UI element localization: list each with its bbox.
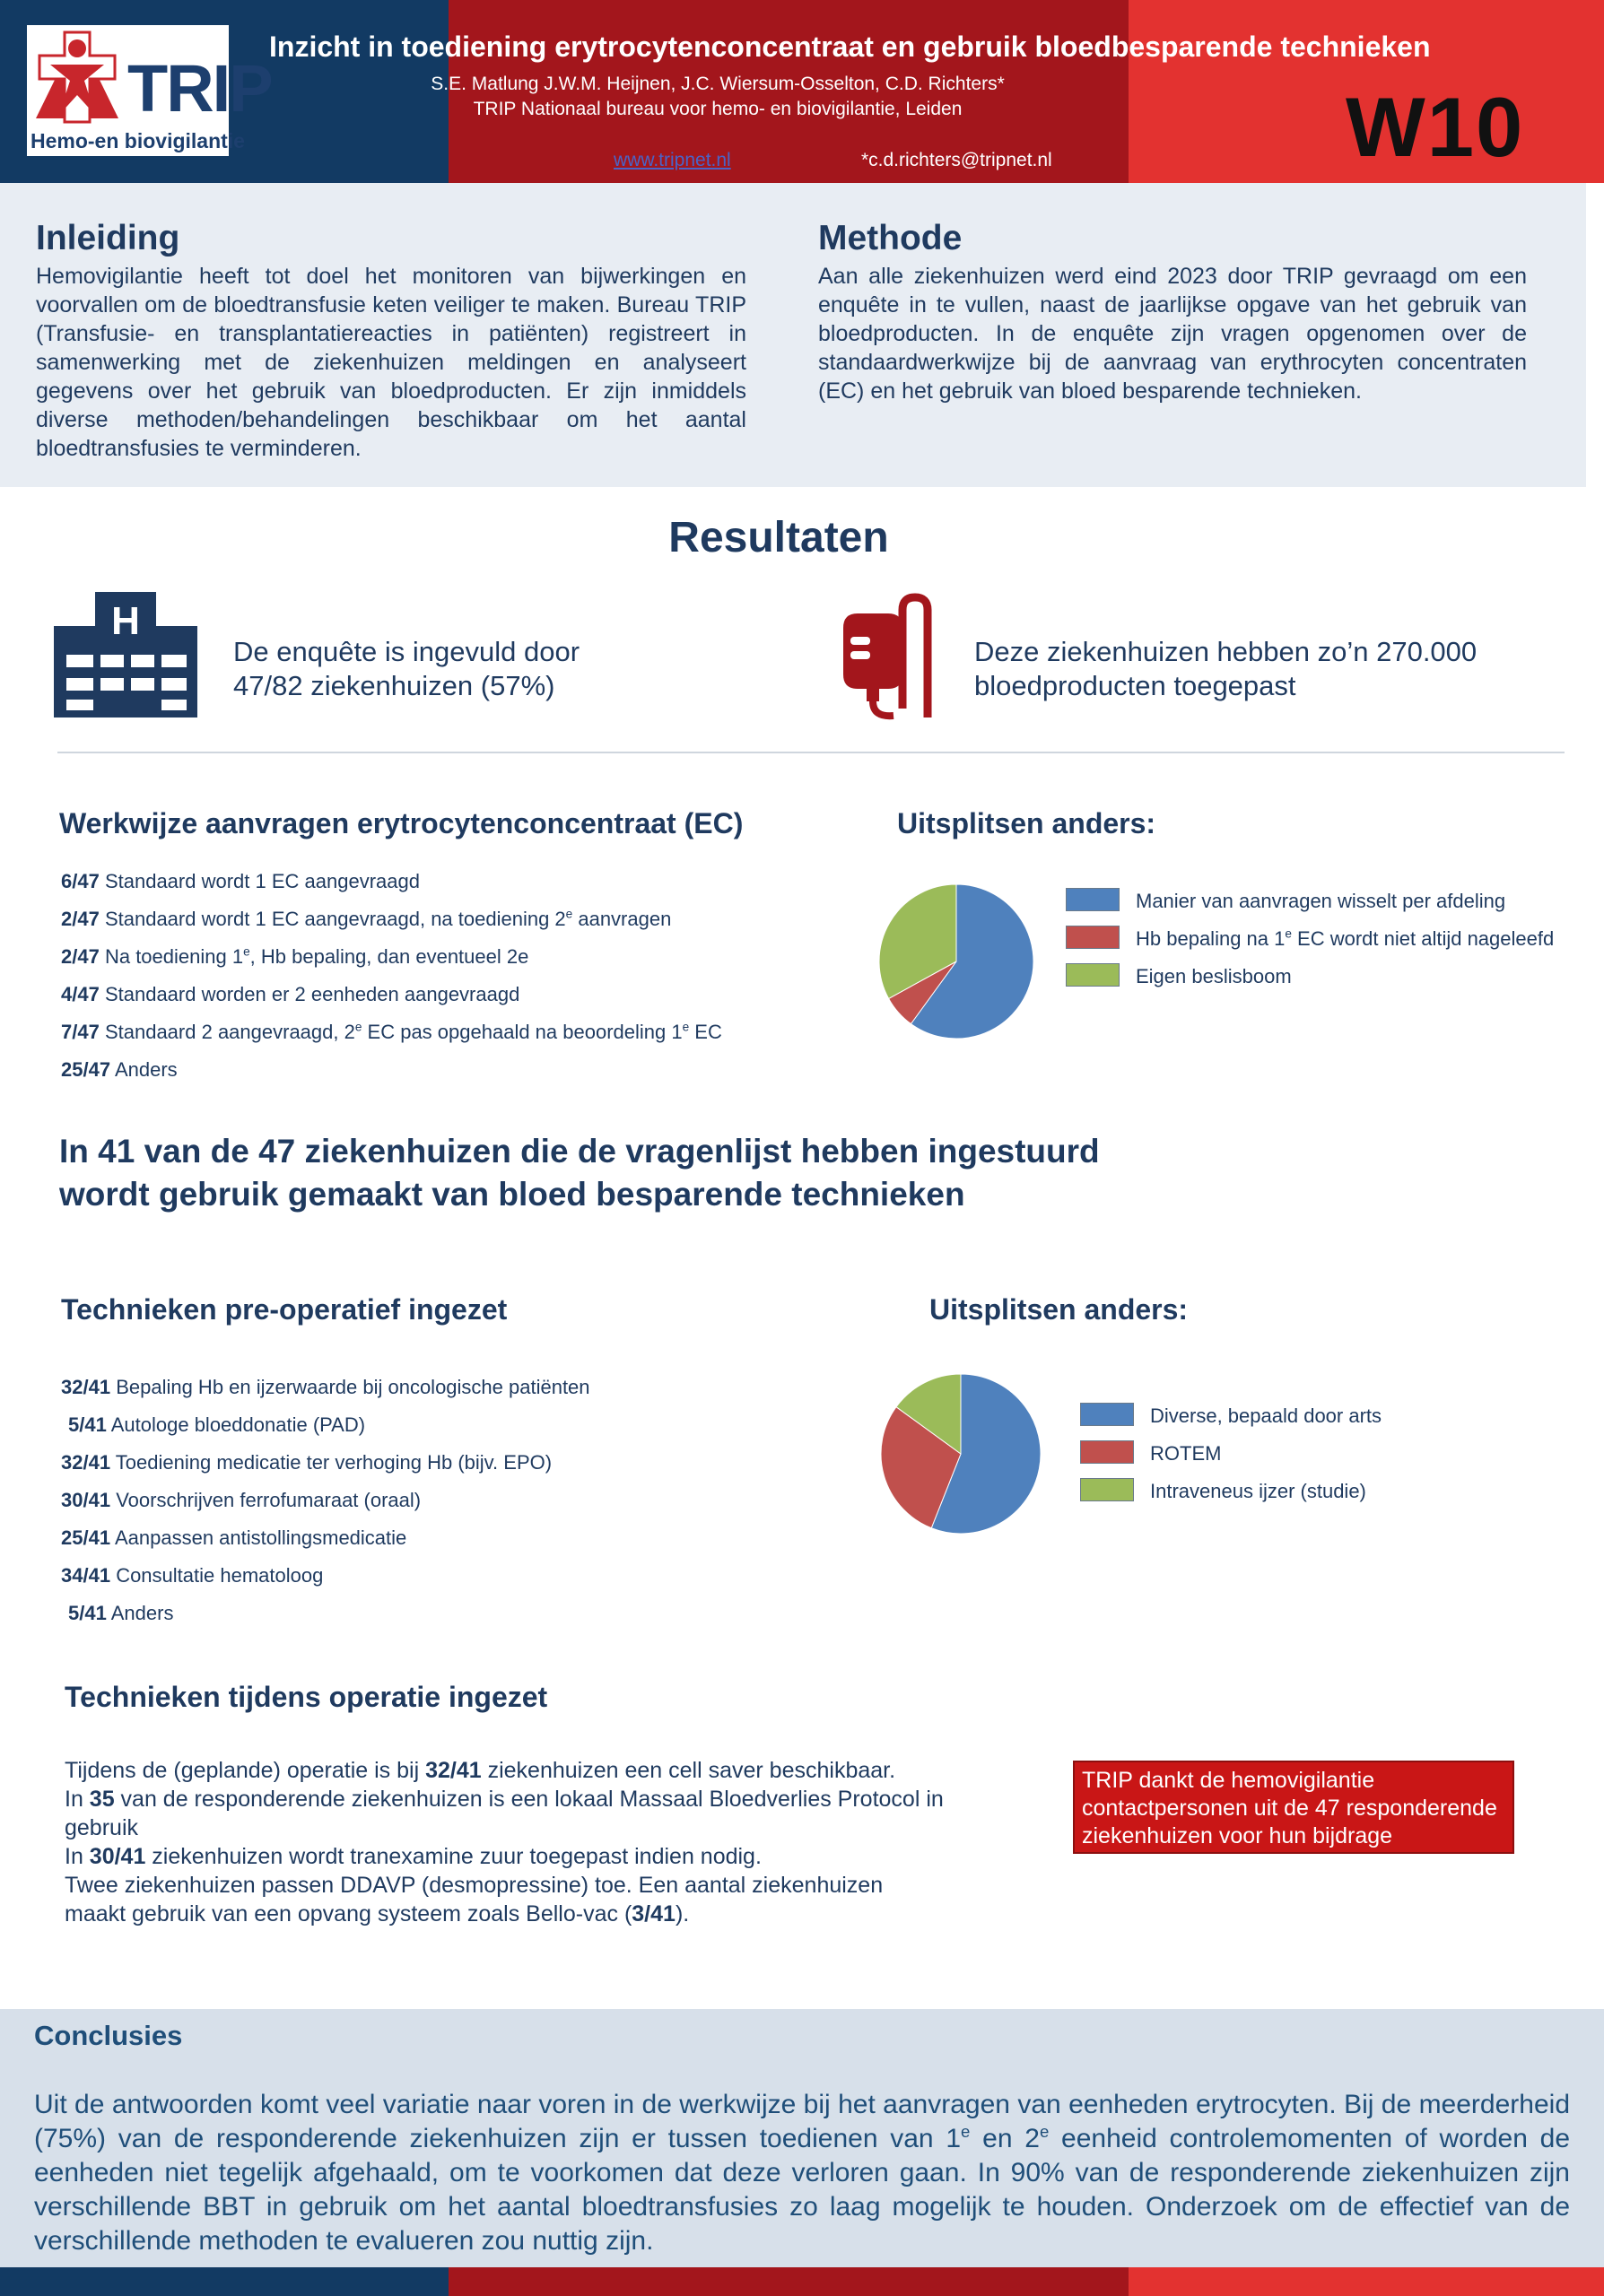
chart1-legend <box>1066 890 1554 1003</box>
item-count: 7/47 <box>61 1021 100 1043</box>
legend-swatch <box>1066 963 1120 987</box>
item-count: 32/41 <box>61 1376 111 1398</box>
item-superscript: e <box>243 944 250 959</box>
hospital-icon <box>54 592 197 718</box>
item-text: aanvragen <box>572 908 672 930</box>
item-count: 2/47 <box>61 908 100 930</box>
item-text: Standaard worden er 2 eenheden aangevraagd <box>104 983 520 1005</box>
list-item <box>61 1489 590 1526</box>
legend-item <box>1080 1480 1382 1518</box>
bbt-statement <box>59 1130 1100 1216</box>
legend-label: Eigen beslisboom <box>1136 965 1292 987</box>
website-link[interactable]: www.tripnet.nl <box>614 150 731 170</box>
results-title: Resultaten <box>668 514 889 561</box>
stat-products <box>974 635 1477 703</box>
legend-swatch <box>1080 1440 1134 1464</box>
legend-item <box>1066 965 1554 1003</box>
legend-swatch <box>1080 1403 1134 1426</box>
item-count: 32/41 <box>61 1451 111 1474</box>
legend-label: Manier van aanvragen wisselt per afdeling <box>1136 890 1506 912</box>
affiliation: TRIP Nationaal bureau voor hemo- en biovigilantie, Leiden <box>473 99 963 119</box>
item-text: Toediening medicatie ter verhoging Hb (bijv. EPO) <box>115 1451 553 1474</box>
list-item <box>61 1058 722 1096</box>
item-text: Anders <box>110 1602 174 1624</box>
item-count: 2/47 <box>61 945 100 968</box>
bbt-statement-line1: In 41 van de 47 ziekenhuizen die de vragenlijst hebben ingestuurd <box>59 1133 1100 1170</box>
list-item <box>61 1564 590 1602</box>
item-superscript: e <box>354 1020 362 1034</box>
list-item <box>61 908 722 945</box>
trip-cross-icon <box>32 29 122 126</box>
pre-op-list <box>61 1376 590 1639</box>
poster-title: Inzicht in toediening erytrocytenconcentraat en gebruik bloedbesparende technieken <box>269 30 1431 63</box>
list-item <box>61 1376 590 1413</box>
item-count: 30/41 <box>61 1489 111 1511</box>
item-superscript: e <box>565 907 573 921</box>
list-item <box>61 1451 590 1489</box>
list-item <box>61 983 722 1021</box>
legend-item <box>1066 927 1554 965</box>
footer-band <box>0 2267 1604 2296</box>
hospital-icon-letter: H <box>111 599 140 643</box>
thanks-box: TRIP dankt de hemovigilantie contactpersonen uit de 47 responderende ziekenhuizen voor hun bijdrage <box>1073 1761 1514 1854</box>
item-count: 5/41 <box>68 1602 107 1624</box>
list-item <box>61 945 722 983</box>
intro-title: Inleiding <box>36 219 180 257</box>
pie-chart-bbt-anders <box>879 1372 1042 1535</box>
item-superscript: e <box>682 1020 690 1034</box>
contact-email: *c.d.richters@tripnet.nl <box>861 150 1052 170</box>
logo-name: TRIP <box>127 51 272 126</box>
legend-swatch <box>1080 1478 1134 1501</box>
legend-swatch <box>1066 888 1120 911</box>
legend-label: Hb bepaling na 1e EC wordt niet altijd nageleefd <box>1136 926 1555 950</box>
item-text: Aanpassen antistollingsmedicatie <box>114 1526 407 1549</box>
legend-label: ROTEM <box>1150 1442 1222 1465</box>
pre-op-title: Technieken pre-operatief ingezet <box>61 1293 508 1326</box>
intro-text: Hemovigilantie heeft tot doel het monitoren van bijwerkingen en voorvallen om de bloedtransfusie keten veiliger te maken. Bureau TRIP (Transfusie- en transplantatiereacties in patiënten) registreert in samenwerking met de ziekenhuizen meldingen en analyseert gegevens over het gebruik van bloedproducten. Er zijn inmiddels diverse methoden/behandelingen beschikbaar om het aantal bloedtransfusies te verminderen. <box>36 264 746 461</box>
item-text: EC <box>689 1021 722 1043</box>
item-count: 34/41 <box>61 1564 111 1587</box>
blood-bag-icon <box>840 592 938 723</box>
chart2-legend <box>1080 1405 1382 1518</box>
list-item <box>61 870 722 908</box>
tijdens-text <box>65 1756 944 1928</box>
item-count: 25/41 <box>61 1526 111 1549</box>
poster-code: W10 <box>1346 80 1525 174</box>
item-text: Autologe bloeddonatie (PAD) <box>110 1413 366 1436</box>
tijdens-paragraph: Twee ziekenhuizen passen DDAVP (desmopressine) toe. Een aantal ziekenhuizen maakt gebruik van een opvang systeem zoals Bello-vac (3/41). <box>65 1873 884 1926</box>
item-count: 6/47 <box>61 870 100 892</box>
legend-item <box>1080 1442 1382 1480</box>
item-count: 5/41 <box>68 1413 107 1436</box>
chart1-title: Uitsplitsen anders: <box>897 807 1156 839</box>
item-text: Standaard 2 aangevraagd, 2 <box>104 1021 355 1043</box>
legend-label: Intraveneus ijzer (studie) <box>1150 1480 1366 1502</box>
item-text: Na toediening 1 <box>104 945 244 968</box>
authors: S.E. Matlung J.W.M. Heijnen, J.C. Wiersum-Osselton, C.D. Richters* <box>431 74 1005 94</box>
stat-response-line2: 47/82 ziekenhuizen (57%) <box>233 670 555 701</box>
item-text: , Hb bepaling, dan eventueel 2e <box>249 945 529 968</box>
item-text: Consultatie hematoloog <box>116 1564 324 1587</box>
stat-products-line1: Deze ziekenhuizen hebben zo’n 270.000 <box>974 636 1478 667</box>
chart2-title: Uitsplitsen anders: <box>929 1293 1189 1326</box>
stat-products-line2: bloedproducten toegepast <box>974 670 1296 701</box>
tijdens-paragraph: In 35 van de responderende ziekenhuizen is een lokaal Massaal Bloedverlies Protocol in gebruik <box>65 1787 944 1840</box>
method-title: Methode <box>818 219 963 257</box>
item-count: 4/47 <box>61 983 100 1005</box>
item-text: Voorschrijven ferrofumaraat (oraal) <box>116 1489 422 1511</box>
tijdens-paragraph: Tijdens de (geplande) operatie is bij 32/41 ziekenhuizen een cell saver beschikbaar. <box>65 1758 896 1783</box>
item-text: Bepaling Hb en ijzerwaarde bij oncologische patiënten <box>116 1376 590 1398</box>
pie-chart-ec-anders <box>877 883 1035 1040</box>
logo-subtitle: Hemo-en biovigilantie <box>31 129 245 152</box>
stat-response-line1: De enquête is ingevuld door <box>233 636 580 667</box>
item-text: Standaard wordt 1 EC aangevraagd, na toediening 2 <box>104 908 566 930</box>
method-text: Aan alle ziekenhuizen werd eind 2023 door TRIP gevraagd om een enquête in te vullen, naast de jaarlijkse opgave van het gebruik van bloedproducten. In de enquête zijn vragen opgenomen over de standaardwerkwijze bij de aanvraag van erythrocyten concentraten (EC) en het gebruik van bloed besparende technieken. <box>818 264 1527 404</box>
conclusion-text: Uit de antwoorden komt veel variatie naar voren in de werkwijze bij het aanvragen van eenheden erytrocyten. Bij de meerderheid (75%) van de responderende ziekenhuizen zijn er tussen toedienen van 1e en 2e eenheid controlemomenten of worden de eenheden niet tegelijk afgehaald, om te voorkomen dat deze verloren gaan. In 90% van de responderende ziekenhuizen zijn verschillende BBT in gebruik om het aantal bloedtransfusies zo laag mogelijk te houden. Onderzoek om de effectief van de verschillende methoden te evalueren zou nuttig zijn. <box>34 2090 1571 2256</box>
tijdens-title: Technieken tijdens operatie ingezet <box>65 1681 548 1713</box>
list-item <box>61 1526 590 1564</box>
section-divider <box>57 752 1565 753</box>
list-item <box>61 1602 590 1639</box>
list-item <box>61 1021 722 1058</box>
item-text: Anders <box>114 1058 178 1081</box>
legend-label: Diverse, bepaald door arts <box>1150 1405 1382 1427</box>
trip-logo <box>27 25 272 156</box>
list-item <box>61 1413 590 1451</box>
item-text: Standaard wordt 1 EC aangevraagd <box>104 870 420 892</box>
legend-item <box>1080 1405 1382 1442</box>
werkwijze-title: Werkwijze aanvragen erytrocytenconcentraat (EC) <box>59 807 744 839</box>
item-count: 25/47 <box>61 1058 111 1081</box>
stat-response <box>233 635 580 703</box>
tijdens-paragraph: In 30/41 ziekenhuizen wordt tranexamine zuur toegepast indien nodig. <box>65 1844 762 1869</box>
conclusion-title: Conclusies <box>34 2020 183 2051</box>
werkwijze-list <box>61 870 722 1096</box>
legend-item <box>1066 890 1554 927</box>
item-text: EC pas opgehaald na beoordeling 1 <box>362 1021 683 1043</box>
legend-swatch <box>1066 926 1120 949</box>
bbt-statement-line2: wordt gebruik gemaakt van bloed besparende technieken <box>59 1176 965 1213</box>
